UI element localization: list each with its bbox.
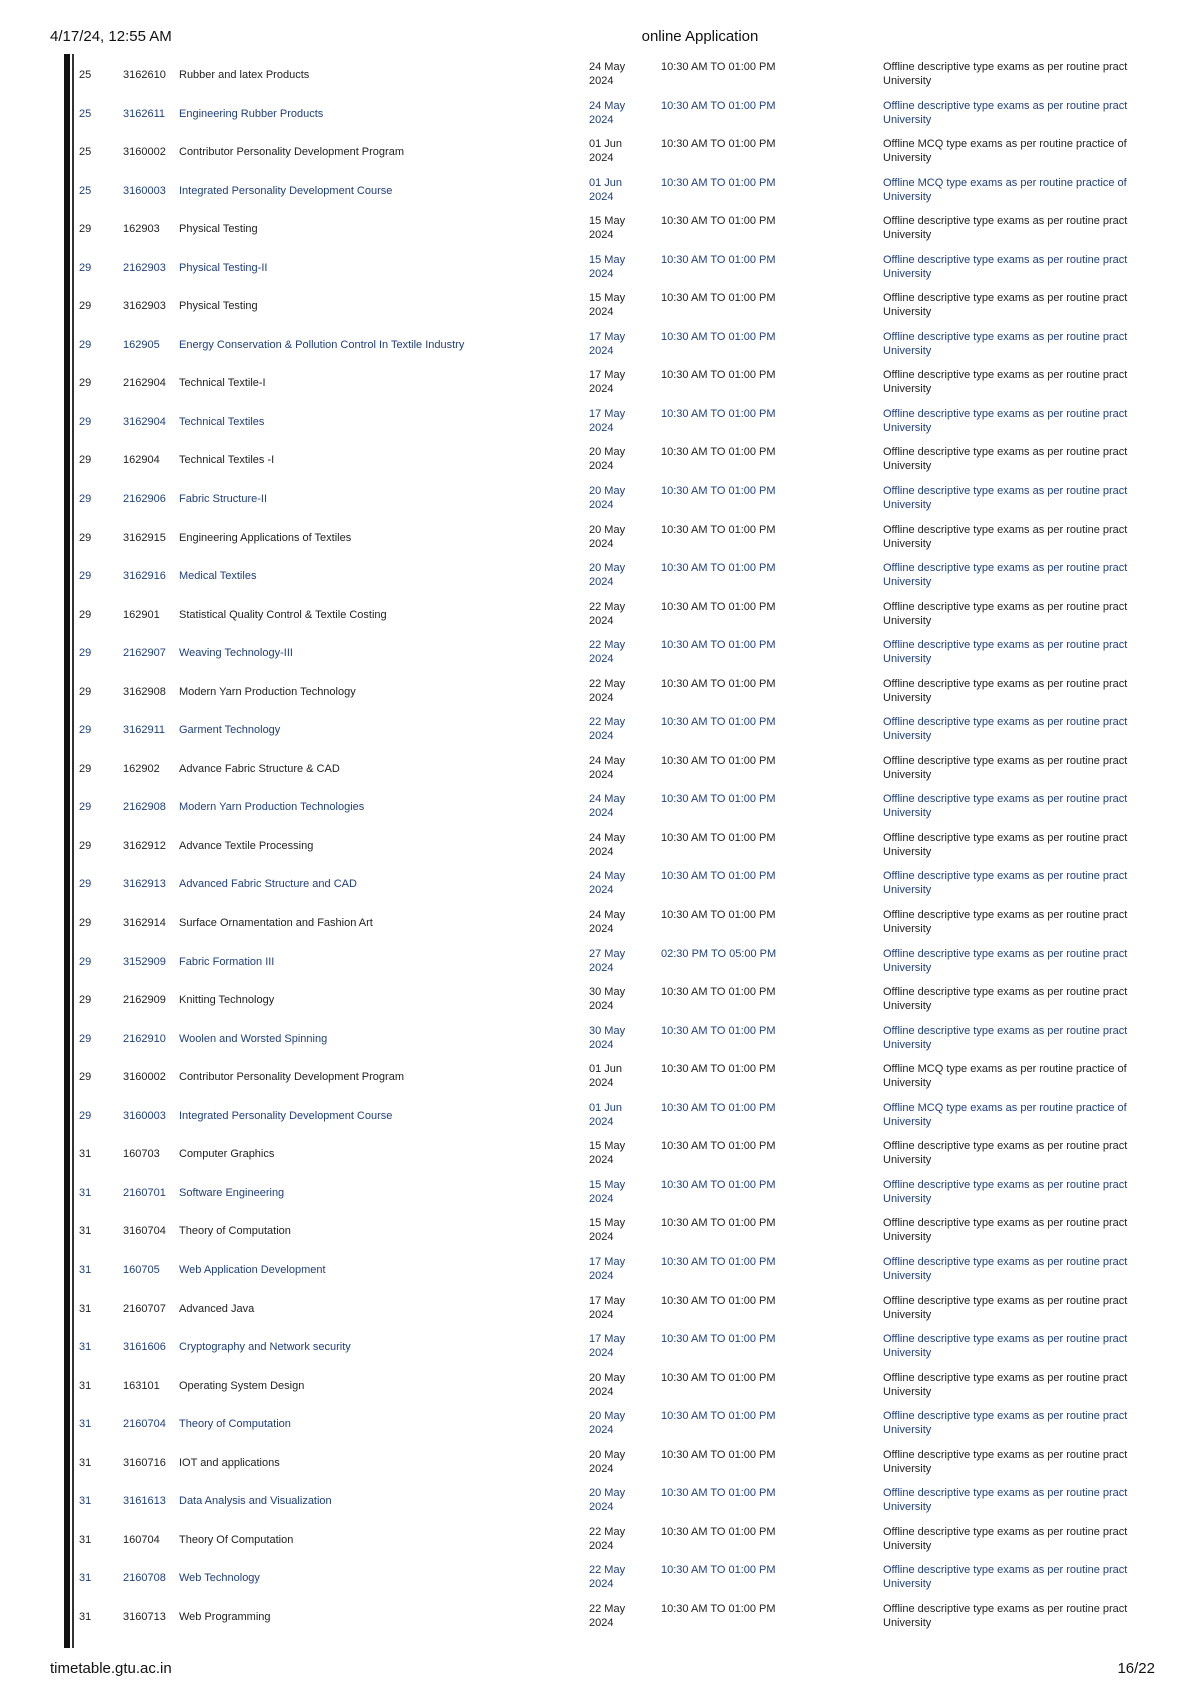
exam-mode-cell: Offline descriptive type exams as per routine pract University	[883, 1602, 1128, 1629]
exam-mode-cell: Offline descriptive type exams as per routine pract University	[883, 562, 1128, 589]
subject-name-cell: Contributor Personality Development Program	[179, 1071, 404, 1084]
exam-time-cell: 10:30 AM TO 01:00 PM	[661, 793, 776, 806]
page-title: online Application	[641, 28, 759, 45]
exam-time-cell: 10:30 AM TO 01:00 PM	[661, 716, 776, 729]
semester-cell: 29	[79, 454, 92, 467]
exam-date-cell: 30 May 2024	[589, 986, 626, 1013]
subject-code-cell: 2162907	[123, 647, 166, 660]
exam-date-cell: 20 May 2024	[589, 1448, 626, 1475]
exam-mode-cell: Offline descriptive type exams as per routine pract University	[883, 61, 1128, 87]
semester-cell: 29	[79, 377, 92, 390]
exam-date-cell: 24 May 2024	[589, 61, 626, 87]
exam-mode-cell: Offline descriptive type exams as per routine pract University	[883, 1255, 1128, 1282]
exam-date-cell: 30 May 2024	[589, 1024, 626, 1051]
subject-name-cell: Rubber and latex Products	[179, 69, 310, 81]
semester-cell: 29	[79, 493, 92, 506]
table-row	[0, 1598, 1200, 1637]
exam-date-cell: 15 May 2024	[589, 1178, 626, 1205]
exam-mode-cell: Offline descriptive type exams as per routine pract University	[883, 99, 1128, 126]
table-row	[0, 981, 1200, 1020]
exam-mode-cell: Offline descriptive type exams as per routine pract University	[883, 793, 1128, 820]
exam-mode-cell: Offline descriptive type exams as per routine pract University	[883, 523, 1128, 550]
subject-code-cell: 2162906	[123, 493, 166, 506]
exam-date-cell: 15 May 2024	[589, 215, 626, 242]
exam-date-cell: 01 Jun 2024	[589, 1101, 623, 1128]
semester-cell: 31	[79, 1456, 92, 1469]
exam-time-cell: 10:30 AM TO 01:00 PM	[661, 1371, 776, 1384]
subject-name-cell: Surface Ornamentation and Fashion Art	[179, 917, 373, 930]
subject-code-cell: 3161613	[123, 1495, 166, 1508]
table-row[interactable]	[0, 1559, 1200, 1598]
subject-code-cell: 2162903	[123, 261, 166, 274]
exam-time-cell: 10:30 AM TO 01:00 PM	[661, 1294, 776, 1307]
subject-name-cell: Physical Testing-II	[179, 261, 268, 274]
table-row[interactable]	[0, 711, 1200, 750]
semester-cell: 31	[79, 1148, 92, 1161]
exam-date-cell: 20 May 2024	[589, 523, 626, 550]
table-row[interactable]	[0, 326, 1200, 365]
exam-mode-cell: Offline descriptive type exams as per routine pract University	[883, 446, 1128, 473]
exam-date-cell: 22 May 2024	[589, 1602, 626, 1629]
subject-code-cell: 3160002	[123, 146, 166, 159]
subject-name-cell: Modern Yarn Production Technologies	[179, 801, 365, 814]
exam-time-cell: 10:30 AM TO 01:00 PM	[661, 1101, 776, 1114]
exam-time-cell: 10:30 AM TO 01:00 PM	[661, 986, 776, 999]
timetable-list	[0, 56, 1200, 1636]
table-row[interactable]	[0, 943, 1200, 982]
exam-mode-cell: Offline descriptive type exams as per routine pract University	[883, 947, 1128, 974]
exam-time-cell: 10:30 AM TO 01:00 PM	[661, 61, 776, 73]
exam-time-cell: 10:30 AM TO 01:00 PM	[661, 1024, 776, 1037]
semester-cell: 31	[79, 1379, 92, 1392]
exam-mode-cell: Offline descriptive type exams as per routine pract University	[883, 1217, 1128, 1244]
exam-mode-cell: Offline descriptive type exams as per routine pract University	[883, 870, 1128, 897]
exam-time-cell: 10:30 AM TO 01:00 PM	[661, 446, 776, 459]
semester-cell: 29	[79, 647, 92, 660]
subject-code-cell: 3160003	[123, 1109, 166, 1122]
exam-mode-cell: Offline descriptive type exams as per routine pract University	[883, 1024, 1128, 1051]
exam-time-cell: 10:30 AM TO 01:00 PM	[661, 600, 776, 613]
subject-name-cell: Statistical Quality Control & Textile Costing	[179, 608, 387, 621]
exam-mode-cell: Offline descriptive type exams as per routine pract University	[883, 716, 1128, 743]
exam-mode-cell: Offline descriptive type exams as per routine pract University	[883, 253, 1128, 280]
semester-cell: 31	[79, 1186, 92, 1199]
exam-date-cell: 22 May 2024	[589, 1525, 626, 1552]
subject-name-cell: Contributor Personality Development Program	[179, 146, 404, 159]
table-row	[0, 210, 1200, 249]
subject-code-cell: 3162916	[123, 570, 166, 583]
exam-mode-cell: Offline descriptive type exams as per routine pract University	[883, 1140, 1128, 1167]
exam-mode-cell: Offline descriptive type exams as per routine pract University	[883, 1487, 1128, 1514]
exam-time-cell: 10:30 AM TO 01:00 PM	[661, 369, 776, 382]
semester-cell: 29	[79, 839, 92, 852]
subject-code-cell: 162903	[123, 223, 160, 236]
subject-code-cell: 2162908	[123, 801, 166, 814]
exam-date-cell: 01 Jun 2024	[589, 1063, 623, 1090]
subject-name-cell: Theory Of Computation	[179, 1533, 294, 1546]
subject-code-cell: 3162908	[123, 685, 166, 698]
exam-mode-cell: Offline descriptive type exams as per routine pract University	[883, 1525, 1128, 1552]
semester-cell: 29	[79, 685, 92, 698]
exam-mode-cell: Offline descriptive type exams as per routine pract University	[883, 1294, 1128, 1321]
table-row	[0, 1521, 1200, 1560]
exam-date-cell: 17 May 2024	[589, 1294, 626, 1321]
exam-date-cell: 24 May 2024	[589, 909, 626, 936]
exam-mode-cell: Offline descriptive type exams as per routine pract University	[883, 677, 1128, 704]
semester-cell: 29	[79, 608, 92, 621]
subject-name-cell: Woolen and Worsted Spinning	[179, 1032, 328, 1045]
table-row	[0, 287, 1200, 326]
exam-mode-cell: Offline descriptive type exams as per routine pract University	[883, 831, 1128, 858]
table-row	[0, 56, 1200, 95]
semester-cell: 31	[79, 1533, 92, 1546]
subject-code-cell: 2160707	[123, 1302, 166, 1315]
exam-mode-cell: Offline descriptive type exams as per routine pract University	[883, 292, 1128, 319]
subject-name-cell: Garment Technology	[179, 724, 281, 737]
subject-name-cell: Technical Textile-I	[179, 377, 266, 390]
subject-code-cell: 3162911	[123, 724, 166, 737]
exam-time-cell: 10:30 AM TO 01:00 PM	[661, 1333, 776, 1346]
exam-mode-cell: Offline descriptive type exams as per routine pract University	[883, 1410, 1128, 1437]
subject-name-cell: Integrated Personality Development Course	[179, 184, 393, 197]
subject-code-cell: 3152909	[123, 955, 166, 968]
semester-cell: 29	[79, 801, 92, 814]
exam-date-cell: 24 May 2024	[589, 99, 626, 126]
exam-date-cell: 20 May 2024	[589, 1410, 626, 1437]
subject-code-cell: 160703	[123, 1148, 160, 1161]
exam-time-cell: 10:30 AM TO 01:00 PM	[661, 831, 776, 844]
subject-name-cell: Computer Graphics	[179, 1148, 275, 1161]
table-row[interactable]	[0, 1097, 1200, 1136]
page-number: 16/22	[1117, 1660, 1155, 1677]
exam-date-cell: 01 Jun 2024	[589, 138, 623, 165]
semester-cell: 29	[79, 994, 92, 1007]
subject-code-cell: 2162904	[123, 377, 166, 390]
semester-cell: 31	[79, 1495, 92, 1508]
exam-date-cell: 22 May 2024	[589, 677, 626, 704]
semester-cell: 29	[79, 415, 92, 428]
exam-time-cell: 10:30 AM TO 01:00 PM	[661, 1217, 776, 1230]
exam-mode-cell: Offline descriptive type exams as per routine pract University	[883, 330, 1128, 357]
semester-cell: 25	[79, 107, 92, 120]
exam-mode-cell: Offline descriptive type exams as per routine pract University	[883, 369, 1128, 396]
subject-name-cell: Data Analysis and Visualization	[179, 1495, 332, 1508]
exam-date-cell: 15 May 2024	[589, 253, 626, 280]
exam-time-cell: 10:30 AM TO 01:00 PM	[661, 523, 776, 536]
exam-mode-cell: Offline descriptive type exams as per routine pract University	[883, 215, 1128, 242]
exam-time-cell: 10:30 AM TO 01:00 PM	[661, 330, 776, 343]
semester-cell: 25	[79, 146, 92, 159]
exam-date-cell: 20 May 2024	[589, 562, 626, 589]
semester-cell: 29	[79, 762, 92, 775]
subject-code-cell: 160705	[123, 1263, 160, 1276]
exam-time-cell: 10:30 AM TO 01:00 PM	[661, 1564, 776, 1577]
exam-mode-cell: Offline descriptive type exams as per routine pract University	[883, 1564, 1128, 1591]
subject-code-cell: 2160708	[123, 1572, 166, 1585]
exam-mode-cell: Offline MCQ type exams as per routine practice of University	[883, 138, 1127, 165]
exam-time-cell: 10:30 AM TO 01:00 PM	[661, 1255, 776, 1268]
subject-code-cell: 2162909	[123, 994, 166, 1007]
semester-cell: 31	[79, 1302, 92, 1315]
semester-cell: 29	[79, 724, 92, 737]
exam-date-cell: 20 May 2024	[589, 1371, 626, 1398]
exam-date-cell: 15 May 2024	[589, 292, 626, 319]
exam-date-cell: 15 May 2024	[589, 1217, 626, 1244]
exam-date-cell: 17 May 2024	[589, 407, 626, 434]
exam-time-cell: 10:30 AM TO 01:00 PM	[661, 1525, 776, 1538]
subject-name-cell: Software Engineering	[179, 1186, 285, 1199]
subject-code-cell: 3162611	[123, 107, 166, 120]
subject-name-cell: Web Technology	[179, 1572, 260, 1585]
exam-time-cell: 10:30 AM TO 01:00 PM	[661, 1602, 776, 1615]
subject-name-cell: Energy Conservation & Pollution Control In Textile Industry	[179, 338, 465, 351]
exam-date-cell: 24 May 2024	[589, 754, 626, 781]
table-row	[0, 750, 1200, 789]
exam-time-cell: 10:30 AM TO 01:00 PM	[661, 292, 776, 305]
table-row	[0, 133, 1200, 172]
semester-cell: 29	[79, 300, 92, 313]
subject-code-cell: 3162903	[123, 300, 166, 313]
subject-code-cell: 3160704	[123, 1225, 166, 1238]
footer-site: timetable.gtu.ac.in	[50, 1660, 172, 1677]
table-row	[0, 673, 1200, 712]
semester-cell: 29	[79, 338, 92, 351]
subject-code-cell: 3160003	[123, 184, 166, 197]
table-row[interactable]	[0, 557, 1200, 596]
subject-code-cell: 162902	[123, 762, 160, 775]
exam-time-cell: 10:30 AM TO 01:00 PM	[661, 754, 776, 767]
subject-name-cell: Advance Textile Processing	[179, 839, 314, 852]
subject-code-cell: 3162904	[123, 415, 166, 428]
semester-cell: 31	[79, 1225, 92, 1238]
subject-name-cell: Integrated Personality Development Course	[179, 1109, 393, 1122]
subject-code-cell: 162904	[123, 454, 160, 467]
subject-code-cell: 2160704	[123, 1418, 166, 1431]
subject-code-cell: 162905	[123, 338, 160, 351]
semester-cell: 29	[79, 261, 92, 274]
subject-name-cell: Cryptography and Network security	[179, 1341, 351, 1354]
table-row	[0, 1212, 1200, 1251]
table-row	[0, 1135, 1200, 1174]
exam-time-cell: 10:30 AM TO 01:00 PM	[661, 485, 776, 498]
subject-code-cell: 3160716	[123, 1456, 166, 1469]
subject-code-cell: 3162913	[123, 878, 166, 891]
exam-time-cell: 10:30 AM TO 01:00 PM	[661, 677, 776, 690]
exam-mode-cell: Offline descriptive type exams as per routine pract University	[883, 485, 1128, 512]
table-row	[0, 904, 1200, 943]
exam-time-cell: 10:30 AM TO 01:00 PM	[661, 138, 776, 151]
subject-name-cell: Technical Textiles -I	[179, 454, 275, 467]
table-row	[0, 1367, 1200, 1406]
subject-name-cell: Fabric Formation III	[179, 955, 275, 968]
table-row[interactable]	[0, 865, 1200, 904]
exam-time-cell: 02:30 PM TO 05:00 PM	[661, 947, 777, 960]
table-row	[0, 1058, 1200, 1097]
exam-date-cell: 22 May 2024	[589, 639, 626, 666]
exam-date-cell: 20 May 2024	[589, 1487, 626, 1514]
table-row	[0, 1444, 1200, 1483]
exam-time-cell: 10:30 AM TO 01:00 PM	[661, 176, 776, 189]
subject-code-cell: 163101	[123, 1379, 160, 1392]
subject-name-cell: Fabric Structure-II	[179, 493, 268, 506]
subject-code-cell: 3162912	[123, 839, 166, 852]
table-row[interactable]	[0, 1020, 1200, 1059]
exam-mode-cell: Offline descriptive type exams as per routine pract University	[883, 986, 1128, 1013]
subject-code-cell: 162901	[123, 608, 160, 621]
exam-date-cell: 22 May 2024	[589, 600, 626, 627]
semester-cell: 29	[79, 570, 92, 583]
table-row[interactable]	[0, 1405, 1200, 1444]
subject-name-cell: Web Application Development	[179, 1263, 326, 1276]
table-row	[0, 827, 1200, 866]
semester-cell: 29	[79, 878, 92, 891]
exam-mode-cell: Offline descriptive type exams as per routine pract University	[883, 1448, 1128, 1475]
subject-code-cell: 3162610	[123, 69, 166, 81]
exam-time-cell: 10:30 AM TO 01:00 PM	[661, 1063, 776, 1076]
table-row[interactable]	[0, 788, 1200, 827]
exam-date-cell: 24 May 2024	[589, 793, 626, 820]
exam-date-cell: 22 May 2024	[589, 1564, 626, 1591]
exam-time-cell: 10:30 AM TO 01:00 PM	[661, 1140, 776, 1153]
table-row[interactable]	[0, 1174, 1200, 1213]
semester-cell: 29	[79, 955, 92, 968]
table-row	[0, 441, 1200, 480]
exam-time-cell: 10:30 AM TO 01:00 PM	[661, 870, 776, 883]
table-row	[0, 596, 1200, 635]
exam-date-cell: 24 May 2024	[589, 831, 626, 858]
subject-code-cell: 3161606	[123, 1341, 166, 1354]
subject-code-cell: 3162915	[123, 531, 166, 544]
exam-date-cell: 17 May 2024	[589, 369, 626, 396]
subject-code-cell: 3160002	[123, 1071, 166, 1084]
semester-cell: 31	[79, 1610, 92, 1623]
subject-name-cell: Modern Yarn Production Technology	[179, 685, 356, 698]
exam-time-cell: 10:30 AM TO 01:00 PM	[661, 1448, 776, 1461]
table-row[interactable]	[0, 634, 1200, 673]
exam-date-cell: 20 May 2024	[589, 446, 626, 473]
subject-name-cell: Physical Testing	[179, 223, 258, 236]
subject-name-cell: Advanced Java	[179, 1302, 255, 1315]
exam-date-cell: 27 May 2024	[589, 947, 626, 974]
exam-time-cell: 10:30 AM TO 01:00 PM	[661, 99, 776, 112]
subject-name-cell: Medical Textiles	[179, 570, 257, 583]
table-row[interactable]	[0, 172, 1200, 211]
exam-date-cell: 17 May 2024	[589, 1255, 626, 1282]
subject-name-cell: Theory of Computation	[179, 1418, 291, 1431]
exam-time-cell: 10:30 AM TO 01:00 PM	[661, 909, 776, 922]
exam-time-cell: 10:30 AM TO 01:00 PM	[661, 562, 776, 575]
subject-code-cell: 2162910	[123, 1032, 166, 1045]
table-row[interactable]	[0, 249, 1200, 288]
exam-time-cell: 10:30 AM TO 01:00 PM	[661, 215, 776, 228]
semester-cell: 31	[79, 1572, 92, 1585]
semester-cell: 29	[79, 531, 92, 544]
subject-name-cell: Theory of Computation	[179, 1225, 291, 1238]
table-row	[0, 519, 1200, 558]
exam-time-cell: 10:30 AM TO 01:00 PM	[661, 639, 776, 652]
exam-mode-cell: Offline descriptive type exams as per routine pract University	[883, 407, 1128, 434]
subject-name-cell: Engineering Applications of Textiles	[179, 531, 352, 544]
exam-mode-cell: Offline descriptive type exams as per routine pract University	[883, 754, 1128, 781]
subject-name-cell: Engineering Rubber Products	[179, 107, 324, 120]
subject-code-cell: 3160713	[123, 1610, 166, 1623]
exam-date-cell: 01 Jun 2024	[589, 176, 623, 203]
semester-cell: 29	[79, 1071, 92, 1084]
table-row[interactable]	[0, 480, 1200, 519]
exam-mode-cell: Offline MCQ type exams as per routine practice of University	[883, 1063, 1127, 1090]
print-datetime: 4/17/24, 12:55 AM	[50, 28, 172, 45]
exam-date-cell: 24 May 2024	[589, 870, 626, 897]
subject-name-cell: Operating System Design	[179, 1379, 305, 1392]
subject-code-cell: 3162914	[123, 917, 166, 930]
table-row	[0, 1290, 1200, 1329]
semester-cell: 31	[79, 1263, 92, 1276]
table-row[interactable]	[0, 1482, 1200, 1521]
table-row[interactable]	[0, 1251, 1200, 1290]
semester-cell: 29	[79, 223, 92, 236]
exam-date-cell: 20 May 2024	[589, 485, 626, 512]
semester-cell: 29	[79, 1109, 92, 1122]
subject-name-cell: Knitting Technology	[179, 994, 275, 1007]
semester-cell: 31	[79, 1418, 92, 1431]
subject-name-cell: IOT and applications	[179, 1456, 280, 1469]
exam-mode-cell: Offline descriptive type exams as per routine pract University	[883, 909, 1128, 936]
exam-time-cell: 10:30 AM TO 01:00 PM	[661, 253, 776, 266]
exam-time-cell: 10:30 AM TO 01:00 PM	[661, 1410, 776, 1423]
exam-date-cell: 17 May 2024	[589, 330, 626, 357]
exam-mode-cell: Offline MCQ type exams as per routine practice of University	[883, 1101, 1127, 1128]
exam-date-cell: 15 May 2024	[589, 1140, 626, 1167]
table-row	[0, 364, 1200, 403]
exam-mode-cell: Offline descriptive type exams as per routine pract University	[883, 1178, 1128, 1205]
table-row[interactable]	[0, 403, 1200, 442]
subject-name-cell: Physical Testing	[179, 300, 258, 313]
semester-cell: 25	[79, 184, 92, 197]
subject-name-cell: Technical Textiles	[179, 415, 265, 428]
subject-code-cell: 2160701	[123, 1186, 166, 1199]
exam-time-cell: 10:30 AM TO 01:00 PM	[661, 407, 776, 420]
semester-cell: 31	[79, 1341, 92, 1354]
exam-mode-cell: Offline descriptive type exams as per routine pract University	[883, 1371, 1128, 1398]
semester-cell: 29	[79, 917, 92, 930]
subject-code-cell: 160704	[123, 1533, 160, 1546]
exam-time-cell: 10:30 AM TO 01:00 PM	[661, 1178, 776, 1191]
subject-name-cell: Weaving Technology-III	[179, 647, 293, 660]
semester-cell: 25	[79, 69, 92, 81]
semester-cell: 29	[79, 1032, 92, 1045]
subject-name-cell: Web Programming	[179, 1610, 271, 1623]
exam-mode-cell: Offline descriptive type exams as per routine pract University	[883, 600, 1128, 627]
subject-name-cell: Advanced Fabric Structure and CAD	[179, 878, 357, 891]
exam-mode-cell: Offline MCQ type exams as per routine practice of University	[883, 176, 1127, 203]
exam-mode-cell: Offline descriptive type exams as per routine pract University	[883, 1333, 1128, 1360]
subject-name-cell: Advance Fabric Structure & CAD	[179, 762, 340, 775]
table-row[interactable]	[0, 95, 1200, 134]
exam-date-cell: 22 May 2024	[589, 716, 626, 743]
table-row[interactable]	[0, 1328, 1200, 1367]
exam-time-cell: 10:30 AM TO 01:00 PM	[661, 1487, 776, 1500]
exam-date-cell: 17 May 2024	[589, 1333, 626, 1360]
exam-mode-cell: Offline descriptive type exams as per routine pract University	[883, 639, 1128, 666]
